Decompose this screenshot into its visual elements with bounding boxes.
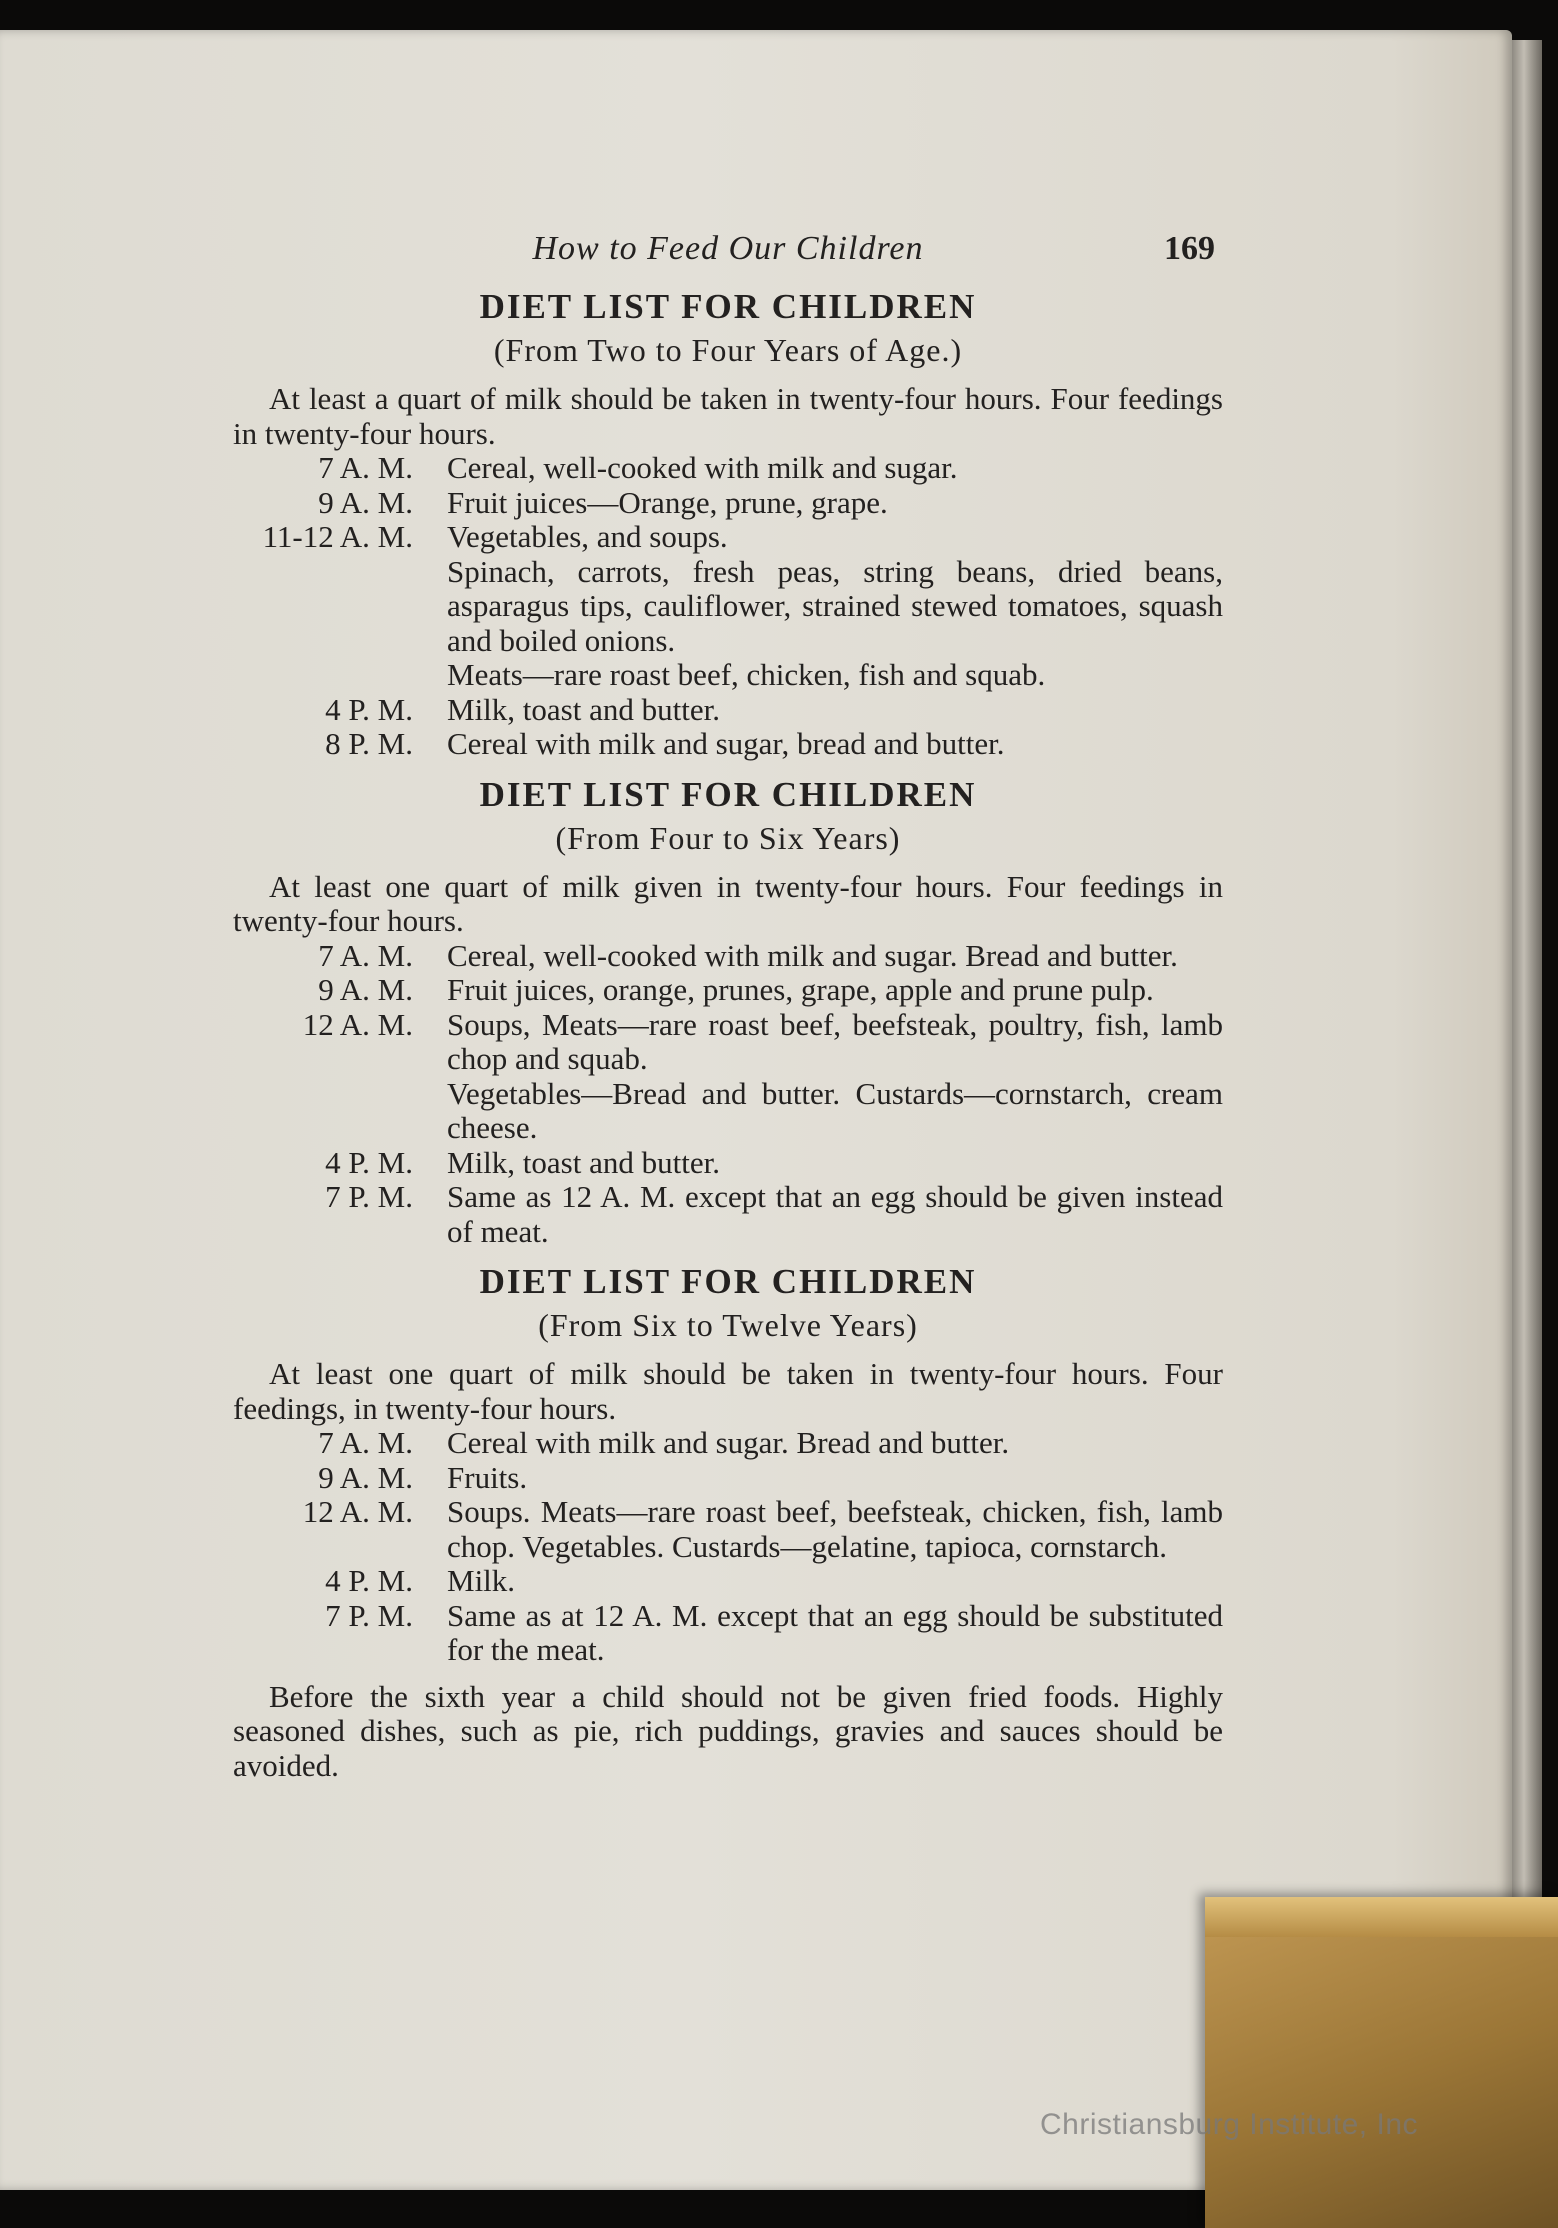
section-intro: At least a quart of milk should be taken in twenty-four hours. Four feedings in twenty-four hours. <box>233 381 1223 451</box>
section-subtitle: (From Four to Six Years) <box>555 819 901 856</box>
section-title: DIET LIST FOR CHILDREN <box>479 774 977 814</box>
running-title: How to Feed Our Children <box>532 230 924 267</box>
feeding-line: Meats—rare roast beef, chicken, fish and squab. <box>447 657 1046 692</box>
feeding-time: 4 P. M. <box>325 1144 413 1180</box>
feeding-time: 7 A. M. <box>318 450 413 485</box>
feeding-line: Cereal, well-cooked with milk and sugar. <box>447 450 958 485</box>
schedule-entry <box>233 1599 1223 1668</box>
book-edge <box>1512 40 1542 1940</box>
feeding-description <box>447 451 1223 486</box>
schedule-entry <box>233 973 1223 1008</box>
feeding-line: Fruit juices—Orange, prune, grape. <box>447 484 888 520</box>
page-weight-block <box>1205 1897 1558 2228</box>
schedule-entry <box>233 939 1223 974</box>
schedule-entry <box>233 1564 1223 1599</box>
feeding-line: Fruits. <box>447 1459 528 1495</box>
feeding-description <box>447 1495 1223 1564</box>
feeding-line: Cereal with milk and sugar. Bread and butter. <box>447 1425 1010 1460</box>
feeding-line: Cereal, well-cooked with milk and sugar. Bread and butter. <box>447 937 1178 973</box>
page-weight-block-top <box>1205 1897 1558 1937</box>
section-intro: At least one quart of milk should be taken in twenty-four hours. Four feedings, in twenty-four hours. <box>233 1356 1223 1426</box>
schedule-entry <box>233 1461 1223 1496</box>
feeding-time: 7 A. M. <box>318 1425 413 1460</box>
feeding-description <box>447 1146 1223 1181</box>
diet-sections <box>233 286 1223 1668</box>
section-subtitle: (From Two to Four Years of Age.) <box>493 332 963 368</box>
watermark: Christiansburg Institute, Inc <box>1040 2108 1419 2141</box>
schedule-entry <box>233 1180 1223 1249</box>
running-head <box>233 232 1223 276</box>
feeding-description <box>447 693 1223 728</box>
schedule-entry <box>233 727 1223 762</box>
feeding-description <box>447 1599 1223 1668</box>
feeding-line: Vegetables—Bread and butter. Custards—cornstarch, cream cheese. <box>447 1075 1223 1145</box>
feeding-description <box>447 1426 1223 1461</box>
feeding-time: 9 A. M. <box>318 1459 413 1495</box>
feeding-time: 7 P. M. <box>325 1179 413 1214</box>
feeding-description <box>447 727 1223 762</box>
schedule-entry <box>233 693 1223 728</box>
feeding-time: 11-12 A. M. <box>262 519 413 554</box>
feeding-description <box>447 520 1223 693</box>
schedule-entry <box>233 486 1223 521</box>
feeding-time: 12 A. M. <box>302 1494 413 1529</box>
diet-section <box>233 1261 1223 1668</box>
page-content <box>233 232 1223 1783</box>
feeding-line: Same as 12 A. M. except that an egg should be given instead of meat. <box>447 1179 1223 1249</box>
feeding-description <box>447 1008 1223 1146</box>
feeding-description <box>447 1461 1223 1496</box>
schedule-entry <box>233 1426 1223 1461</box>
feeding-description <box>447 1564 1223 1599</box>
feeding-time: 4 P. M. <box>325 1563 413 1598</box>
feeding-description <box>447 939 1223 974</box>
feeding-line: Vegetables, and soups. <box>447 519 728 554</box>
feeding-time: 7 P. M. <box>325 1597 413 1633</box>
feeding-description <box>447 973 1223 1008</box>
diet-section <box>233 774 1223 1250</box>
feeding-line: Spinach, carrots, fresh peas, string beans, dried beans, asparagus tips, cauliflower, strained stewed tomatoes, squash and boiled onions. <box>447 553 1223 658</box>
feeding-time: 9 A. M. <box>318 972 413 1007</box>
section-subtitle: (From Six to Twelve Years) <box>538 1307 918 1343</box>
schedule-entry <box>233 451 1223 486</box>
feeding-line: Milk. <box>447 1563 516 1598</box>
feeding-line: Cereal with milk and sugar, bread and butter. <box>447 726 1005 761</box>
page-number: 169 <box>1164 230 1215 267</box>
closing-paragraph: Before the sixth year a child should not be given fried foods. Highly seasoned dishes, such as pie, rich puddings, gravies and sauces should be avoided. <box>233 1678 1223 1783</box>
feeding-time: 4 P. M. <box>325 691 413 727</box>
section-title: DIET LIST FOR CHILDREN <box>479 287 977 326</box>
feeding-time: 9 A. M. <box>318 484 413 520</box>
schedule-entry <box>233 1495 1223 1564</box>
feeding-time: 12 A. M. <box>302 1006 413 1042</box>
schedule-entry <box>233 520 1223 693</box>
feeding-time: 7 A. M. <box>318 937 413 973</box>
feeding-description <box>447 1180 1223 1249</box>
diet-section <box>233 286 1223 762</box>
section-title: DIET LIST FOR CHILDREN <box>479 1262 977 1301</box>
feeding-line: Milk, toast and butter. <box>447 691 720 727</box>
feeding-line: Soups, Meats—rare roast beef, beefsteak, poultry, fish, lamb chop and squab. <box>447 1006 1223 1076</box>
feeding-line: Soups. Meats—rare roast beef, beefsteak, chicken, fish, lamb chop. Vegetables. Custards—gelatine, tapioca, cornstarch. <box>447 1494 1223 1564</box>
section-intro: At least one quart of milk given in twenty-four hours. Four feedings in twenty-four hours. <box>233 868 1223 938</box>
feeding-line: Fruit juices, orange, prunes, grape, apple and prune pulp. <box>447 972 1154 1007</box>
schedule-entry <box>233 1008 1223 1146</box>
feeding-time: 8 P. M. <box>325 726 413 761</box>
schedule-entry <box>233 1146 1223 1181</box>
feeding-line: Milk, toast and butter. <box>447 1144 720 1180</box>
feeding-line: Same as at 12 A. M. except that an egg should be substituted for the meat. <box>447 1597 1223 1667</box>
feeding-description <box>447 486 1223 521</box>
